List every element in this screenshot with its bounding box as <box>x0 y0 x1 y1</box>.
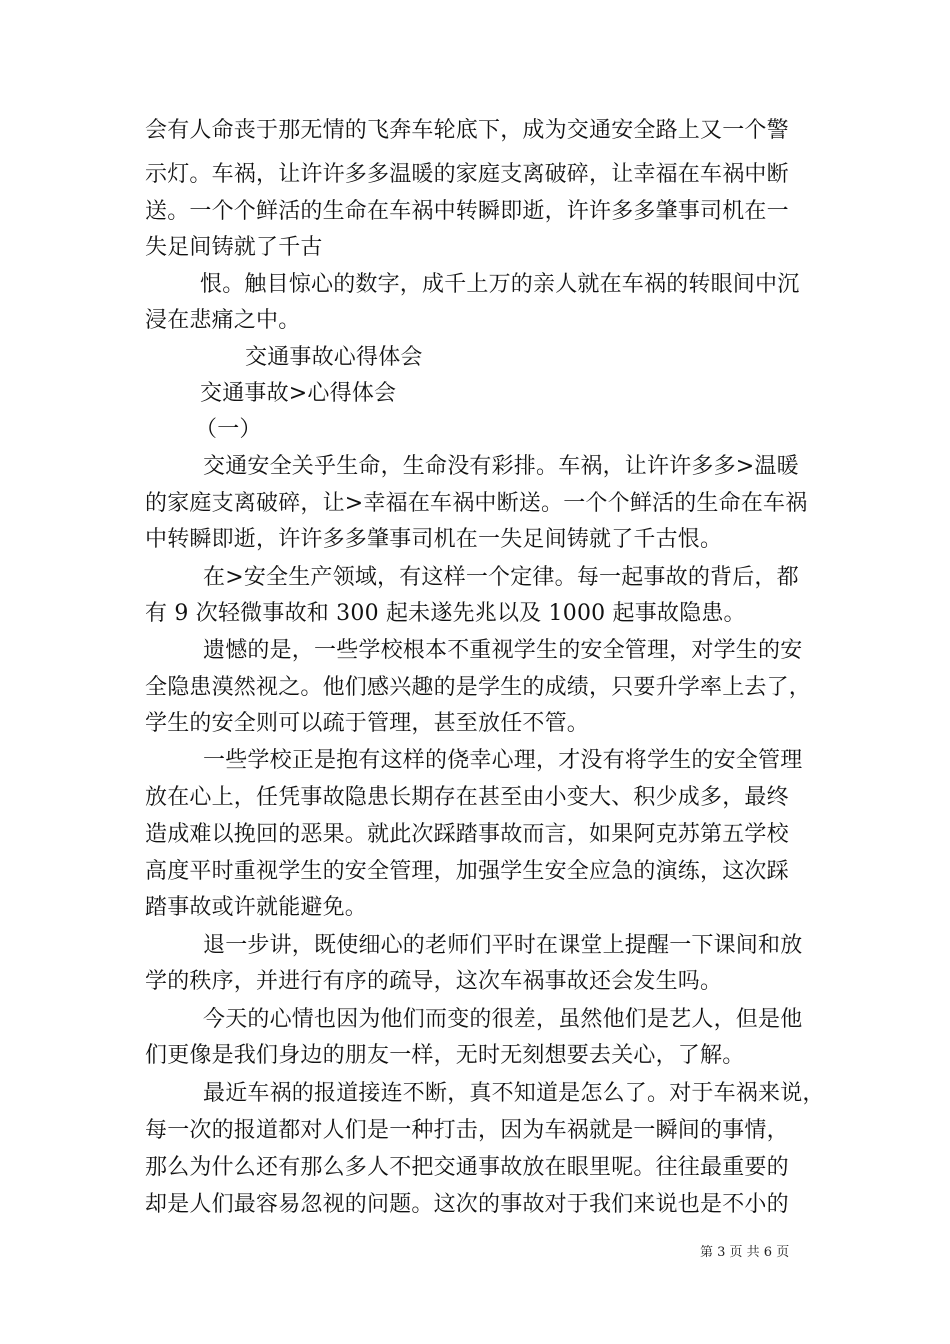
section-title: 交通事故心得体会 <box>245 345 423 370</box>
text-line: 有 9 次轻微事故和 300 起未遂先兆以及 1000 起事故隐患。 <box>145 601 746 626</box>
text-line: 学生的安全则可以疏于管理，甚至放任不管。 <box>145 711 590 736</box>
text-line: 造成难以挽回的恶果。就此次踩踏事故而言，如果阿克苏第五学校 <box>145 822 789 847</box>
text-line: 退一步讲，既使细心的老师们平时在课堂上提醒一下课间和放 <box>203 933 803 958</box>
text-line: 最近车祸的报道接连不断，真不知道是怎么了。对于车祸来说， <box>203 1081 825 1106</box>
text-line: 失足间铸就了千古 <box>145 235 323 260</box>
text-line: 遗憾的是，一些学校根本不重视学生的安全管理，对学生的安 <box>203 638 803 663</box>
section-number: （一） <box>195 417 262 442</box>
text-line: 却是人们最容易忽视的问题。这次的事故对于我们来说也是不小的 <box>145 1192 789 1217</box>
text-line: 示灯。车祸，让许许多多温暖的家庭支离破碎，让幸福在车祸中断 <box>145 162 789 187</box>
text-line: 学的秩序，并进行有序的疏导，这次车祸事故还会发生吗。 <box>145 969 723 994</box>
section-subtitle: 交通事故>心得体会 <box>200 381 397 406</box>
text-line: 放在心上，任凭事故隐患长期存在甚至由小变大、积少成多，最终 <box>145 785 789 810</box>
text-line: 浸在悲痛之中。 <box>145 308 301 333</box>
text-line: 送。一个个鲜活的生命在车祸中转瞬即逝，许许多多肇事司机在一 <box>145 199 789 224</box>
page-number: 第 3 页 共 6 页 <box>700 1245 790 1260</box>
text-line: 那么为什么还有那么多人不把交通事故放在眼里呢。往往最重要的 <box>145 1155 789 1180</box>
text-line: 恨。触目惊心的数字，成千上万的亲人就在车祸的转眼间中沉 <box>200 272 800 297</box>
text-line: 每一次的报道都对人们是一种打击，因为车祸就是一瞬间的事情， <box>145 1118 789 1143</box>
text-line: 的家庭支离破碎，让>幸福在车祸中断送。一个个鲜活的生命在车祸 <box>145 491 808 516</box>
text-line: 在>安全生产领域，有这样一个定律。每一起事故的背后，都 <box>203 565 799 590</box>
text-line: 中转瞬即逝，许许多多肇事司机在一失足间铸就了千古恨。 <box>145 527 723 552</box>
text-line: 高度平时重视学生的安全管理，加强学生安全应急的演练，这次踩 <box>145 859 789 884</box>
text-line: 交通安全关乎生命，生命没有彩排。车祸，让许许多多>温暖 <box>203 454 799 479</box>
text-line: 全隐患漠然视之。他们感兴趣的是学生的成绩，只要升学率上去了， <box>145 675 812 700</box>
text-line: 们更像是我们身边的朋友一样，无时无刻想要去关心，了解。 <box>145 1043 745 1068</box>
text-line: 今天的心情也因为他们而变的很差，虽然他们是艺人，但是他 <box>203 1007 803 1032</box>
text-line: 一些学校正是抱有这样的侥幸心理，才没有将学生的安全管理 <box>203 748 803 773</box>
text-line: 会有人命丧于那无情的飞奔车轮底下，成为交通安全路上又一个警 <box>145 118 789 143</box>
text-line: 踏事故或许就能避免。 <box>145 895 368 920</box>
